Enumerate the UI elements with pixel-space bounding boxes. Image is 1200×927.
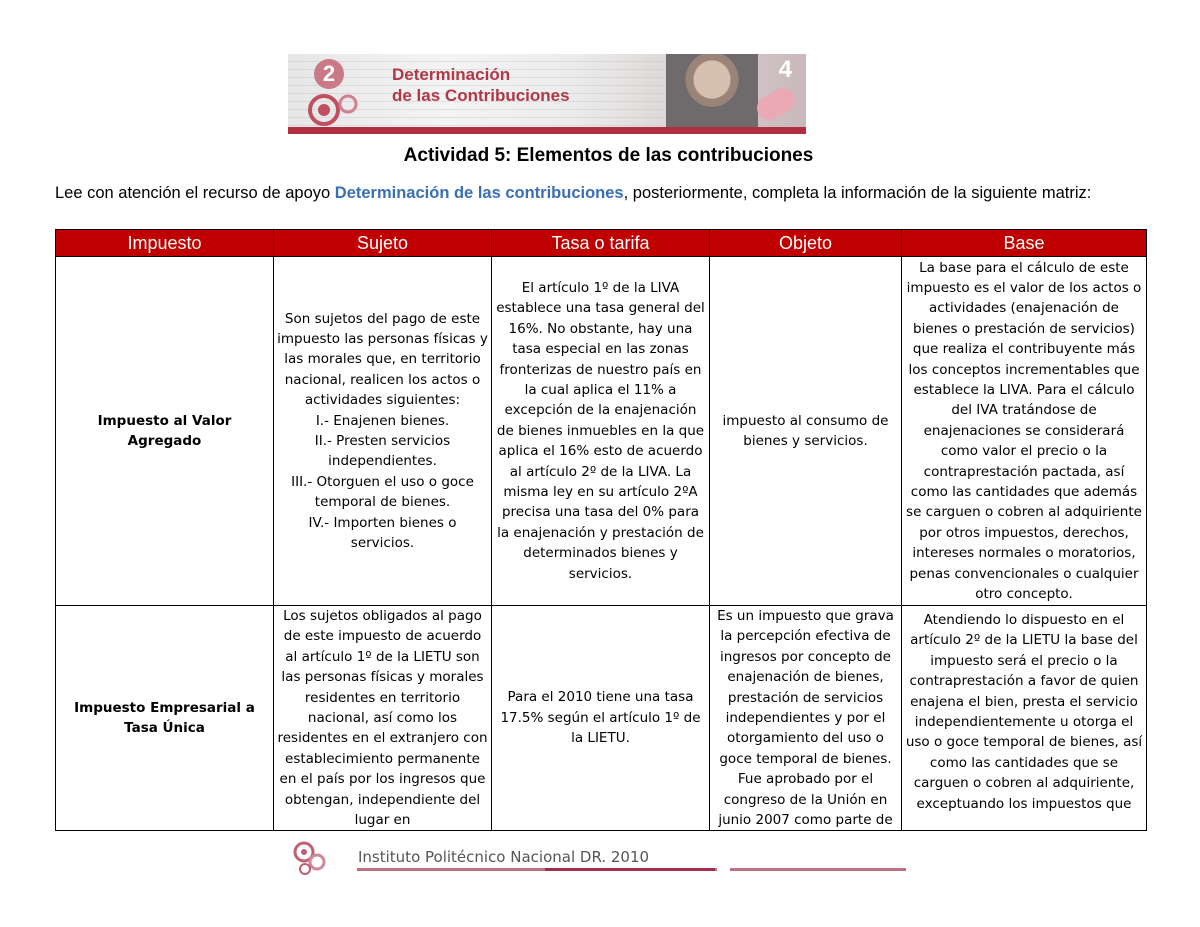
- gear-rings-icon: [306, 92, 366, 128]
- cell-sujeto-text: Son sujetos del pago de este impuesto las personas físicas y las morales que, en territorio nacional, realicen los actos o actividades siguientes: I.- Enajenen bienes. II.- Presten servicios independientes. III.- Otorguen el uso o goce temporal de bienes. IV.- Importen bienes o servicios.: [277, 310, 488, 552]
- header-tasa: Tasa o tarifa: [492, 230, 710, 257]
- footer-divider: [545, 868, 715, 871]
- cell-sujeto-text: Los sujetos obligados al pago de este impuesto de acuerdo al artículo 1º de la LIETU son las personas físicas y morales residentes en territorio nacional, así como los residentes en el extranjero con establecimiento permanente en el país por los ingresos que obtengan, independiente del lugar en: [277, 608, 488, 829]
- cell-base: La base para el cálculo de este impuesto es el valor de los actos o actividades (enajenación de bienes o prestación de servicios) que realiza el contribuyente más los conceptos incrementables que establece la LIVA. Para el cálculo del IVA tratándose de enajenaciones se considerará como valor el precio o la contraprestación pactada, así como las cantidades que además se carguen o cobren al adquiriente por otros impuestos, derechos, intereses normales o moratorios, penas convencionales o cualquier otro concepto.: [902, 257, 1147, 606]
- header-base: Base: [902, 230, 1147, 257]
- table-header-row: [56, 230, 1147, 257]
- banner-person-photo: [666, 54, 758, 127]
- cell-tasa: Para el 2010 tiene una tasa 17.5% según el artículo 1º de la LIETU.: [492, 606, 710, 831]
- header-banner: [288, 54, 806, 134]
- intro-paragraph: [55, 183, 1155, 204]
- intro-text-before: Lee con atención el recurso de apoyo: [55, 184, 335, 202]
- banner-title-line1: Determinación: [392, 65, 511, 84]
- banner-title: [392, 64, 570, 106]
- intro-resource-link[interactable]: Determinación de las contribuciones: [334, 184, 624, 202]
- footer-institution: Instituto Politécnico Nacional DR. 2010: [358, 848, 650, 866]
- cell-objeto: impuesto al consumo de bienes y servicios.: [710, 257, 902, 606]
- cell-impuesto: Impuesto Empresarial a Tasa Única: [56, 606, 274, 831]
- header-impuesto: Impuesto: [56, 230, 274, 257]
- banner-corner-number: 4: [778, 56, 792, 83]
- institution-logo-icon: [290, 838, 330, 878]
- cell-sujeto: [274, 606, 492, 831]
- cell-objeto: [710, 606, 902, 831]
- banner-number: 2: [314, 59, 344, 89]
- cell-impuesto: Impuesto al Valor Agregado: [56, 257, 274, 606]
- header-sujeto: Sujeto: [274, 230, 492, 257]
- page-title: Actividad 5: Elementos de las contribuciones: [403, 145, 814, 166]
- cell-objeto-text: Es un impuesto que grava la percepción efectiva de ingresos por concepto de enajenación de bienes, prestación de servicios independientes y por el otorgamiento del uso o goce temporal de bienes. Fue aprobado por el congreso de la Unión en junio 2007 como parte de: [717, 608, 894, 829]
- cell-base-text: Atendiendo lo dispuesto en el artículo 2º de la LIETU la base del impuesto será el precio o la contraprestación a favor de quien enajena el bien, presta el servicio independientemente u otorga el uso o goce temporal de bienes, así como las cantidades que se carguen o cobren al adquiriente, exceptuando los impuestos que: [905, 612, 1143, 812]
- cell-base: [902, 606, 1147, 831]
- cell-tasa: El artículo 1º de la LIVA establece una tasa general del 16%. No obstante, hay una tasa especial en las zonas fronterizas de nuestro país en la cual aplica el 11% a excepción de la enajenación de bienes inmuebles en la que aplica el 16% esto de acuerdo al artículo 2º de la LIVA. La misma ley en su artículo 2ºA precisa una tasa del 0% para la enajenación y prestación de determinados bienes y servicios.: [492, 257, 710, 606]
- footer-divider: [730, 868, 906, 871]
- header-objeto: Objeto: [710, 230, 902, 257]
- intro-text-after: , posteriormente, completa la información de la siguiente matriz:: [623, 184, 1092, 202]
- banner-bottom-stripe: [288, 127, 806, 134]
- table-row: [56, 606, 1147, 831]
- contributions-matrix: [55, 229, 1147, 831]
- table-row: [56, 257, 1147, 606]
- cell-sujeto: [274, 257, 492, 606]
- banner-title-line2: de las Contribuciones: [392, 86, 570, 105]
